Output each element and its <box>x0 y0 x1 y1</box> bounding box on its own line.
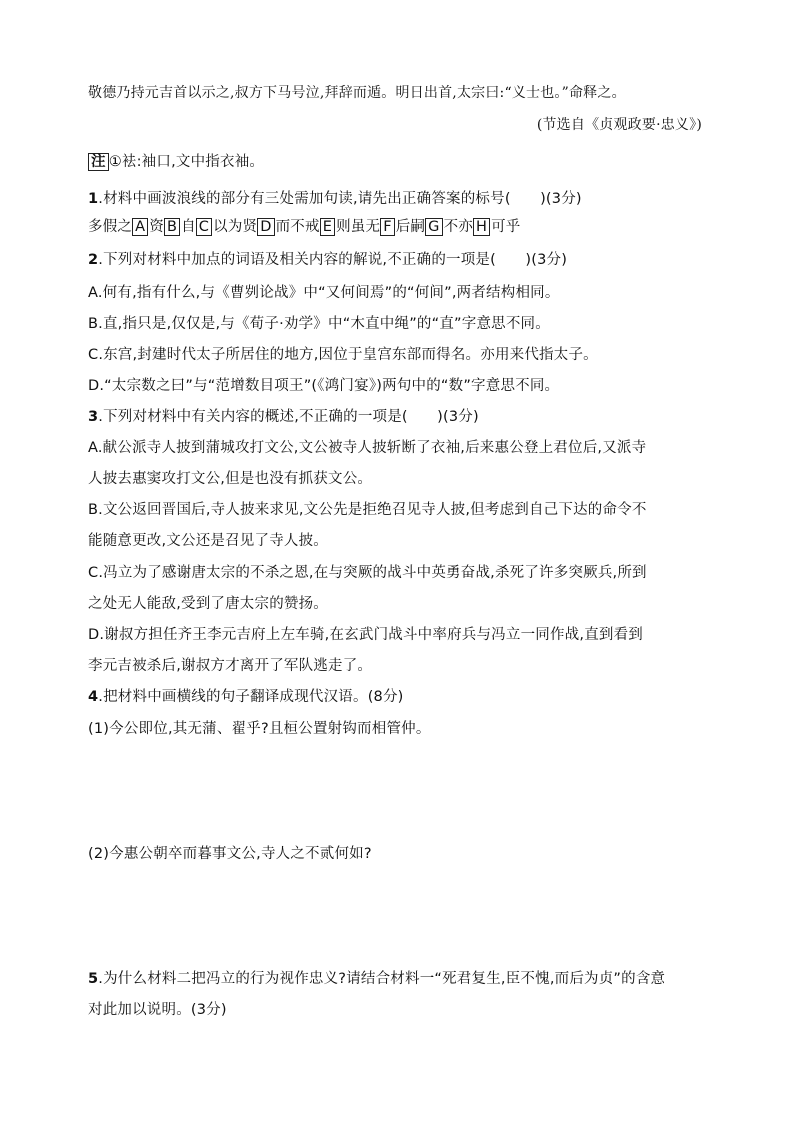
option-text: 则虽无 <box>336 219 381 235</box>
q3-option-b-cont: 能随意更改,文公还是召见了寺人披。 <box>88 533 329 549</box>
q3-option-c: C.冯立为了感谢唐太宗的不杀之恩,在与突厥的战斗中英勇奋战,杀死了许多突厥兵,所到 <box>88 565 647 581</box>
q2-option-d: D.“太宗数之曰”与“范增数目项王”(《鸿门宴》)两句中的“数”字意思不同。 <box>88 378 560 394</box>
note-text: ①袪:袖口,文中指衣袖。 <box>108 154 265 170</box>
q3-option-a: A.献公派寺人披到蒲城攻打文公,文公被寺人披斩断了衣袖,后来惠公登上君位后,又派寺 <box>88 440 647 456</box>
question-2 <box>88 248 567 269</box>
question-number: 1 <box>88 191 99 207</box>
question-text: .材料中画波浪线的部分有三处需加句读,请先出正确答案的标号( )(3分) <box>98 191 582 207</box>
q3-option-a-cont: 人披去惠窦攻打文公,但是也没有抓获文公。 <box>88 471 373 487</box>
option-mark-h: H <box>473 218 490 236</box>
question-number: 5 <box>88 971 99 987</box>
question-number: 3 <box>88 409 99 425</box>
option-mark-e: E <box>320 218 335 236</box>
option-mark-c: C <box>196 218 212 236</box>
question-text: .为什么材料二把冯立的行为视作忠义?请结合材料一“死君复生,臣不愧,而后为贞”的含意 <box>98 971 666 987</box>
q2-option-b: B.直,指只是,仅仅是,与《荀子·劝学》中“木直中绳”的“直”字意思不同。 <box>88 316 550 332</box>
question-4 <box>88 685 404 706</box>
option-text: 自 <box>181 219 196 235</box>
question-number: 2 <box>88 252 99 268</box>
option-text: 不亦 <box>443 219 473 235</box>
q2-option-a: A.何有,指有什么,与《曹刿论战》中“又何间焉”的“何间”,两者结构相同。 <box>88 285 560 301</box>
option-text: 资 <box>149 219 164 235</box>
passage-line: 敬德乃持元吉首以示之,叔方下马号泣,拜辞而遁。明日出首,太宗曰:“义士也。”命释之。 <box>88 85 626 101</box>
question-text: .下列对材料中加点的词语及相关内容的解说,不正确的一项是( )(3分) <box>98 252 568 268</box>
option-text: 可乎 <box>491 219 521 235</box>
question-3 <box>88 405 479 426</box>
option-text: 以为贤 <box>213 219 258 235</box>
q4-sentence-1: (1)今公即位,其无蒲、翟乎?且桓公置射钩而相管仲。 <box>88 721 431 737</box>
option-mark-b: B <box>164 218 180 236</box>
option-text: 后嗣 <box>395 219 426 235</box>
question-text: .下列对材料中有关内容的概述,不正确的一项是( )(3分) <box>98 409 479 425</box>
option-mark-a: A <box>132 218 148 236</box>
option-mark-d: D <box>257 218 274 236</box>
q3-option-d: D.谢叔方担任齐王李元吉府上左车骑,在玄武门战斗中率府兵与冯立一同作战,直到看到 <box>88 627 643 643</box>
q4-sentence-2: (2)今惠公朝卒而暮事文公,寺人之不贰何如? <box>88 846 372 862</box>
question-5 <box>88 967 665 988</box>
question-number: 4 <box>88 689 99 705</box>
passage-source: (节选自《贞观政要·忠义》) <box>536 117 702 133</box>
option-text: 多假之 <box>88 219 133 235</box>
q3-option-c-cont: 之处无人能敌,受到了唐太宗的赞扬。 <box>88 596 329 612</box>
q3-option-b: B.文公返回晋国后,寺人披来求见,文公先是拒绝召见寺人披,但考虑到自己下达的命令不 <box>88 502 647 518</box>
option-mark-f: F <box>380 218 395 236</box>
question-text: .把材料中画横线的句子翻译成现代汉语。(8分) <box>98 689 404 705</box>
q3-option-d-cont: 李元吉被杀后,谢叔方才离开了军队逃走了。 <box>88 658 373 674</box>
option-text: 而不戒 <box>275 219 320 235</box>
q2-option-c: C.东宫,封建时代太子所居住的地方,因位于皇宫东部而得名。亦用来代指太子。 <box>88 347 598 363</box>
footnote <box>88 150 264 171</box>
question-1-options <box>88 215 521 236</box>
note-label: 注 <box>88 153 109 171</box>
question-5-cont: 对此加以说明。(3分) <box>88 1002 227 1018</box>
question-1 <box>88 187 582 208</box>
option-mark-g: G <box>425 218 442 236</box>
